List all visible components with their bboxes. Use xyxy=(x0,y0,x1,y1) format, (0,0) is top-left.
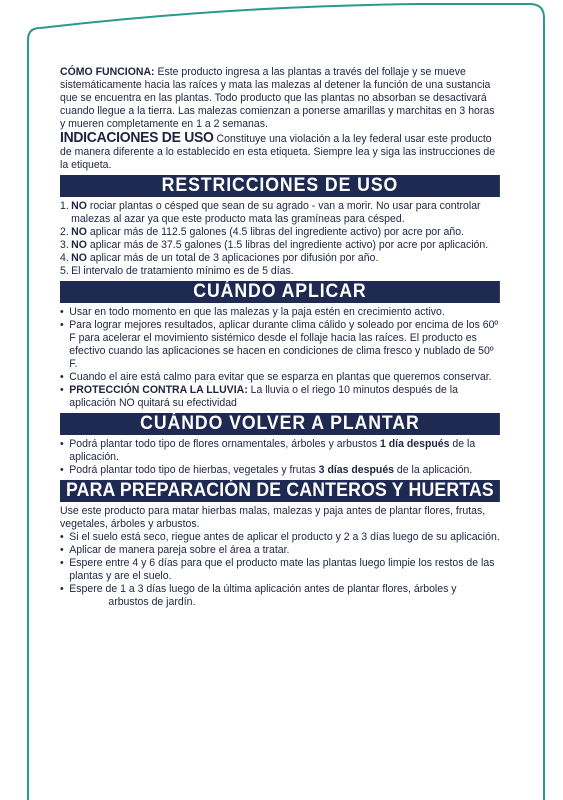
canteros-intro: Use este producto para matar hierbas malas, malezas y paja antes de plantar flores, frutas, vegetales, árboles y arbustos. xyxy=(60,505,486,530)
como-funciona-text: Este producto ingresa a las plantas a través del follaje y se mueve sistemáticamente hacia las raíces y mata las malezas al detener la función de una sustancia que se encuentra en las plantas. Todo producto que las plantas no absorban se desactivará cuando llegue a la tierra. Las malezas comienzan a ponerse amarillas y marchitas en 3 horas y mueren completamente en 1 a 2 semanas. xyxy=(60,66,495,130)
list-item: • Si el suelo está seco, riegue antes de aplicar el producto y 2 a 3 días luego de su aplicación. xyxy=(60,531,500,543)
bullet-icon: • xyxy=(60,544,64,556)
bullet-icon: • xyxy=(60,531,64,543)
list-item: • Para lograr mejores resultados, aplicar durante clima cálido y soleado por encima de los 60º F para acelerar el movimiento sistémico desde el follaje hacia las raíces. El producto es efectivo cuando las aplicaciones se hacen en condiciones de clima fresco y nublado de 50º F. xyxy=(60,319,499,370)
como-funciona-paragraph xyxy=(60,66,500,131)
list-item: 1. NO rociar plantas o césped que sean de su agrado - van a morir. No usar para controlar malezas al azar ya que este producto mata las gramíneas para césped. xyxy=(60,200,481,225)
bullet-icon: • xyxy=(60,557,64,569)
bullet-icon: • xyxy=(60,371,64,383)
list-item-continuation: arbustos de jardín. xyxy=(108,596,196,608)
indicaciones-paragraph xyxy=(60,131,500,172)
label-content xyxy=(60,66,500,609)
restricciones-list xyxy=(60,200,500,278)
indicaciones-text: Constituye una violación a la ley federal usar este producto de manera diferente a lo establecido en esta etiqueta. Siempre lea y siga las instrucciones de la etiqueta. xyxy=(60,133,496,171)
list-item: 3. NO aplicar más de 37.5 galones (1.5 libras del ingrediente activo) por acre por aplicación. xyxy=(60,239,489,251)
canteros-list xyxy=(60,531,500,609)
volver-plantar-list xyxy=(60,438,500,477)
canteros-heading: PARA PREPARACIÓN DE CANTEROS Y HUERTAS xyxy=(60,480,500,502)
list-item: 5. El intervalo de tratamiento mínimo es de 5 días. xyxy=(60,265,294,277)
list-item: 4. NO aplicar más de un total de 3 aplicaciones por difusión por año. xyxy=(60,252,379,264)
list-item: • Podrá plantar todo tipo de flores ornamentales, árboles y arbustos 1 día después de la aplicación. xyxy=(60,438,476,463)
list-item: • Podrá plantar todo tipo de hierbas, vegetales y frutas 3 días después de la aplicación. xyxy=(60,464,473,476)
list-item: • Cuando el aire está calmo para evitar que se esparza en plantas que queremos conservar. xyxy=(60,371,492,383)
indicaciones-heading: INDICACIONES DE USO xyxy=(60,129,214,146)
bullet-icon: • xyxy=(60,384,64,396)
list-item: • Usar en todo momento en que las malezas y la paja estén en crecimiento activo. xyxy=(60,306,445,318)
list-item: 2. NO aplicar más de 112.5 galones (4.5 libras del ingrediente activo) por acre por año. xyxy=(60,226,465,238)
bullet-icon: • xyxy=(60,464,64,476)
bullet-icon: • xyxy=(60,319,64,331)
cuando-aplicar-list xyxy=(60,306,500,410)
volver-plantar-heading: CUÁNDO VOLVER A PLANTAR xyxy=(60,413,500,435)
cuando-aplicar-heading: CUÁNDO APLICAR xyxy=(60,281,500,303)
list-item: • PROTECCIÓN CONTRA LA LLUVIA: La lluvia o el riego 10 minutos después de la aplicación NO quitará su efectividad xyxy=(60,384,458,409)
como-funciona-label: CÓMO FUNCIONA: xyxy=(60,66,155,78)
list-item: • Espere de 1 a 3 días luego de la última aplicación antes de plantar flores, árboles y xyxy=(60,583,457,595)
bullet-icon: • xyxy=(60,438,64,450)
list-item: • Espere entre 4 y 6 días para que el producto mate las plantas luego limpie los restos de las plantas y are el suelo. xyxy=(60,557,495,582)
bullet-icon: • xyxy=(60,583,64,595)
list-item: • Aplicar de manera pareja sobre el área a tratar. xyxy=(60,544,290,556)
bullet-icon: • xyxy=(60,306,64,318)
restricciones-heading: RESTRICCIONES DE USO xyxy=(60,175,500,197)
